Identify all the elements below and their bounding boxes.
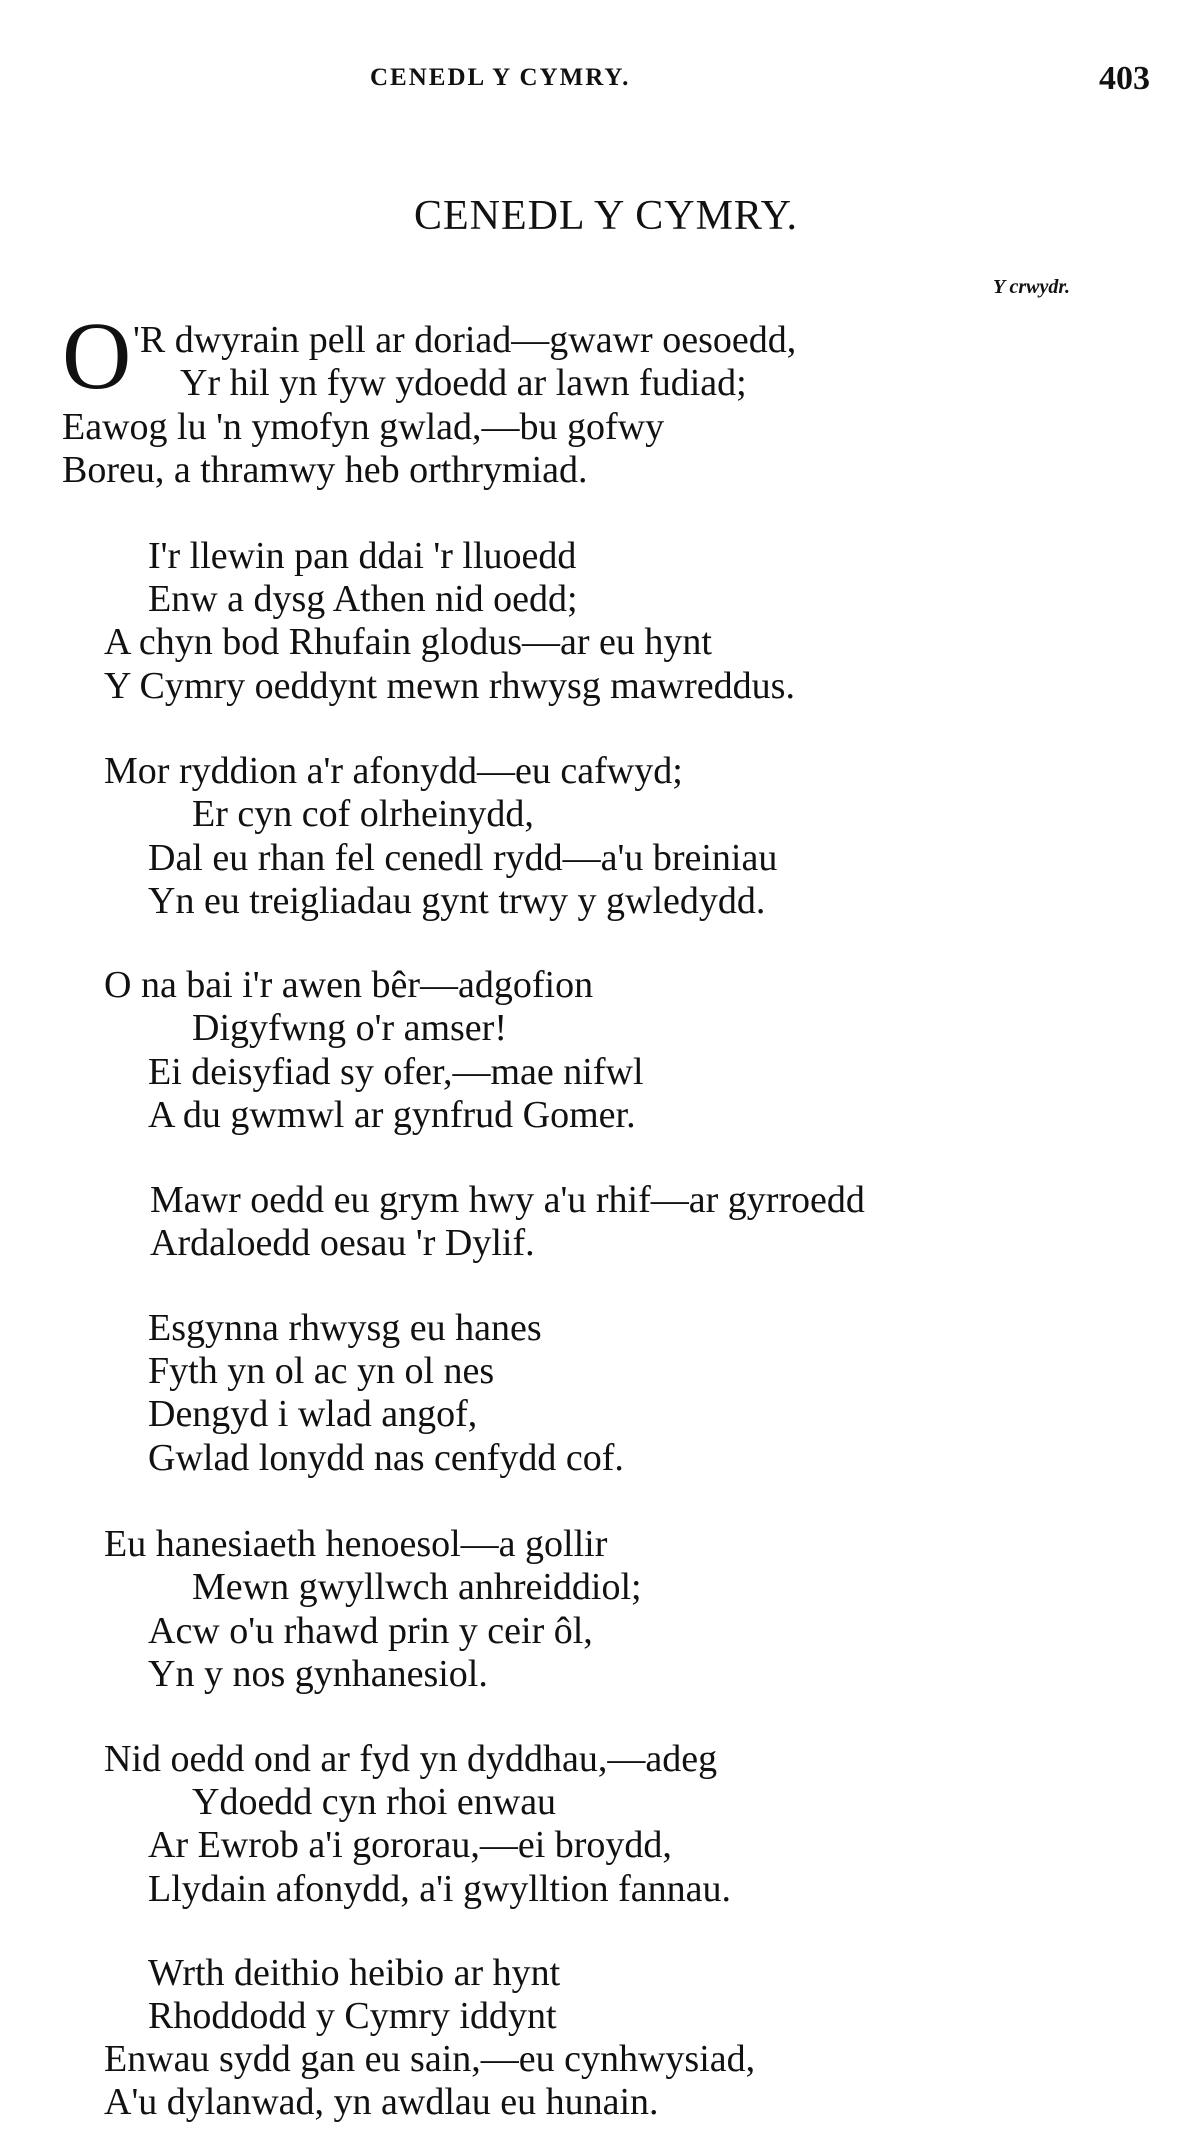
meter-note: Y crwydr. xyxy=(992,276,1070,298)
poem-line: A du gwmwl ar gynfrud Gomer. xyxy=(148,1094,636,1136)
running-header xyxy=(0,60,1196,104)
poem-line: Acw o'u rhawd prin y ceir ôl, xyxy=(148,1610,593,1652)
poem-line: Ydoedd cyn rhoi enwau xyxy=(192,1781,557,1823)
poem-line: Dal eu rhan fel cenedl rydd—a'u breiniau xyxy=(148,837,778,879)
poem-line: 'R dwyrain pell ar doriad—gwawr oesoedd, xyxy=(133,319,797,361)
poem-line: Y Cymry oeddynt mewn rhwysg mawreddus. xyxy=(104,665,795,707)
poem-line: A chyn bod Rhufain glodus—ar eu hynt xyxy=(104,621,712,663)
poem-line: Boreu, a thramwy heb orthrymiad. xyxy=(62,449,588,491)
poem-line: Yn eu treigliadau gynt trwy y gwledydd. xyxy=(148,880,766,922)
poem-line: Gwlad lonydd nas cenfydd cof. xyxy=(148,1437,624,1479)
poem-line: Ardaloedd oesau 'r Dylif. xyxy=(150,1222,535,1264)
poem-line: Rhoddodd y Cymry iddynt xyxy=(148,1995,557,2037)
page-number: 403 xyxy=(1099,60,1150,97)
poem-line: Enwau sydd gan eu sain,—eu cynhwysiad, xyxy=(104,2038,756,2080)
poem-line: Mor ryddion a'r afonydd—eu cafwyd; xyxy=(104,750,683,792)
poem-line: Llydain afonydd, a'i gwylltion fannau. xyxy=(148,1868,732,1910)
poem-line: Digyfwng o'r amser! xyxy=(192,1007,507,1049)
poem-line: O na bai i'r awen bêr—adgofion xyxy=(104,964,594,1006)
poem-line: Dengyd i wlad angof, xyxy=(148,1393,478,1435)
poem-line: Eawog lu 'n ymofyn gwlad,—bu gofwy xyxy=(62,406,665,448)
poem-line: Enw a dysg Athen nid oedd; xyxy=(148,578,578,620)
poem-line: Fyth yn ol ac yn ol nes xyxy=(148,1350,495,1392)
poem-line: A'u dylanwad, yn awdlau eu hunain. xyxy=(104,2081,659,2123)
poem-line: Ar Ewrob a'i gororau,—ei broydd, xyxy=(148,1824,672,1866)
poem-title-text: CENEDL Y CYMRY. xyxy=(413,193,799,239)
poem-line: Eu hanesiaeth henoesol—a gollir xyxy=(104,1523,608,1565)
poem-line: Yr hil yn fyw ydoedd ar lawn fudiad; xyxy=(180,362,747,404)
poem-line: Ei deisyfiad sy ofer,—mae nifwl xyxy=(148,1051,644,1093)
poem-line: Er cyn cof olrheinydd, xyxy=(192,793,534,835)
drop-cap: O xyxy=(62,302,132,409)
poem-title xyxy=(0,192,1196,240)
poem-line: Wrth deithio heibio ar hynt xyxy=(148,1952,561,1994)
poem-line: I'r llewin pan ddai 'r lluoedd xyxy=(148,535,577,577)
poem-line: Mewn gwyllwch anhreiddiol; xyxy=(192,1566,642,1608)
poem-line: Nid oedd ond ar fyd yn dyddhau,—adeg xyxy=(104,1738,718,1780)
poem-line: Yn y nos gynhanesiol. xyxy=(148,1653,488,1695)
poem-line: Mawr oedd eu grym hwy a'u rhif—ar gyrroedd xyxy=(150,1179,865,1221)
running-title: CENEDL Y CYMRY. xyxy=(370,64,631,91)
poem-line: Esgynna rhwysg eu hanes xyxy=(148,1307,542,1349)
